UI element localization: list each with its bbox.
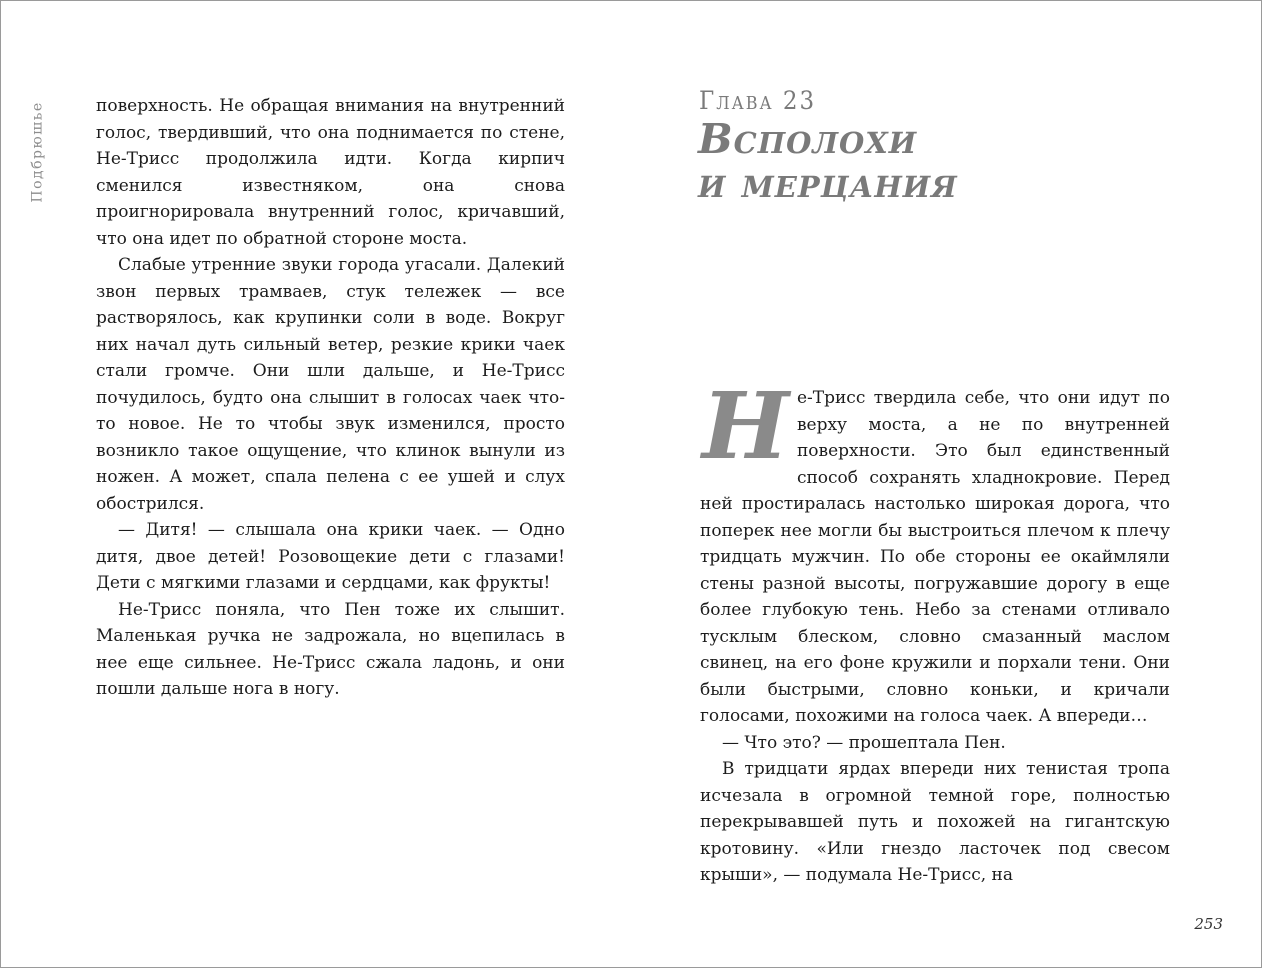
right-page-text bbox=[700, 372, 1170, 889]
paragraph: поверхность. Не обращая внимания на внутренний голос, твердивший, что она поднимается по стене, Не-Трисс продолжила идти. Когда кирпич сменился известняком, она снова проигнорировала внутренний голос, кричавший, что она идет по обратной стороне моста. bbox=[96, 96, 565, 249]
running-head-text: Подбрюшье bbox=[30, 101, 47, 203]
chapter-label: Глава 23 bbox=[699, 87, 817, 116]
chapter-title-line: и мерцания bbox=[698, 159, 958, 207]
paragraph: — Дитя! — слышала она крики чаек. — Одно дитя, двое детей! Розовощекие дети с глазами! Дети с мягкими глазами и сердцами, как фрукты! bbox=[96, 520, 565, 593]
page-number: 253 bbox=[1194, 915, 1223, 933]
paragraph: В тридцати ярдах впереди них тенистая тропа исчезала в огромной темной горе, полностью перекрывавшей путь и похожей на гигантскую кротовину. «Или гнездо ласточек под свесом крыши», — подумала Не-Трисс, на bbox=[700, 759, 1170, 885]
drop-cap: Н bbox=[702, 372, 789, 480]
first-paragraph-text: е-Трисс твердила себе, что они идут по верху моста, а не по внутренней поверхности. Это был единственный способ сохранять хладнокровие. Перед ней простиралась настолько широкая дорога, что поперек нее могли бы выстроиться плечом к плечу тридцать мужчин. По обе стороны ее окаймляли стены разной высоты, погружавшие дорогу в еще более глубокую тень. Небо за стенами отливало тусклым блеском, словно смазанный маслом свинец, на его фоне кружили и порхали тени. Они были быстрыми, словно коньки, и кричали голосами, похожими на голоса чаек. А впереди… bbox=[700, 388, 1170, 726]
left-page-text bbox=[96, 93, 565, 703]
running-head bbox=[25, 97, 51, 207]
first-paragraph bbox=[700, 372, 1170, 730]
paragraph: — Что это? — прошептала Пен. bbox=[722, 732, 1006, 753]
paragraph: Слабые утренние звуки города угасали. Далекий звон первых трамваев, стук тележек — все растворялось, как крупинки соли в воде. Вокруг них начал дуть сильный ветер, резкие крики чаек стали громче. Они шли дальше, и Не-Трисс почудилось, будто она слышит в голосах чаек что-то новое. Не то чтобы звук изменился, просто возникло такое ощущение, что клинок вынули из ножен. А может, спала пелена с ее ушей и слух обострился. bbox=[96, 255, 565, 514]
paragraph: Не-Трисс поняла, что Пен тоже их слышит. Маленькая ручка не задрожала, но вцепилась в нее еще сильнее. Не-Трисс сжала ладонь, и они пошли дальше нога в ногу. bbox=[96, 599, 565, 699]
chapter-title bbox=[698, 117, 958, 205]
chapter-title-line: Всполохи bbox=[698, 115, 918, 163]
